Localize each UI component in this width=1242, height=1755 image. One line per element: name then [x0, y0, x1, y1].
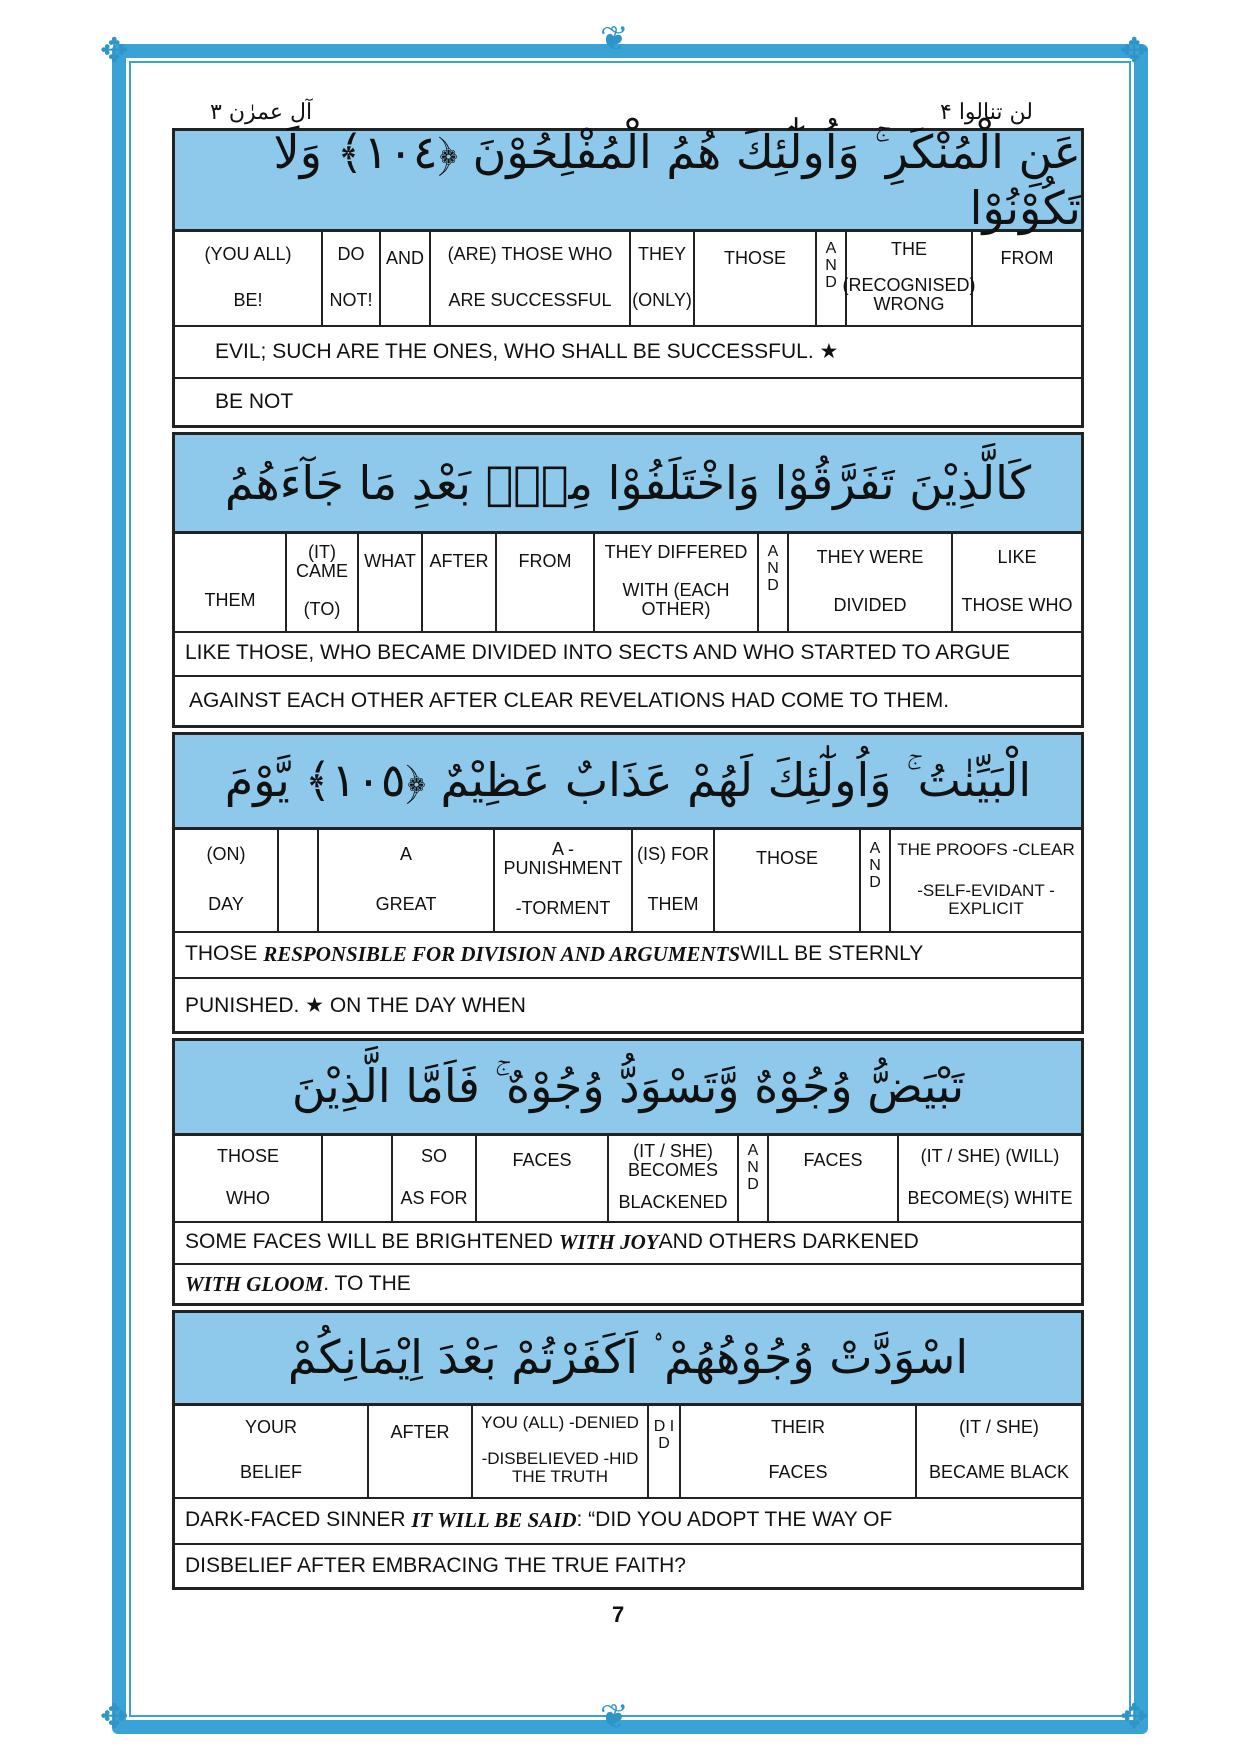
verse-panel: [172, 1038, 1084, 1306]
translation-text: DARK-FACED SINNER: [185, 1508, 406, 1531]
word-cell: [175, 1403, 369, 1497]
word-cell: [609, 1133, 739, 1221]
word-meaning: THOSE: [723, 248, 786, 269]
word-meaning: -DISBELIEVED -HID THE TRUTH: [481, 1449, 639, 1487]
page-number: 7: [612, 1602, 625, 1627]
ornament-bottom-icon: ❦: [600, 1698, 629, 1736]
arabic-verse: كَالَّذِيْنَ تَفَرَّقُوْا وَاخْتَلَفُوْا مِنْۢ بَعْدِ مَا جَآءَهُمُ: [175, 435, 1081, 534]
word-cell: [899, 1133, 1081, 1221]
word-cell: [473, 1403, 649, 1497]
translation-text: : “DID YOU ADOPT THE WAY OF: [576, 1508, 893, 1531]
word-meaning: THE: [891, 238, 927, 259]
word-meaning: THEM: [204, 589, 256, 610]
word-meaning: -TORMENT: [515, 898, 611, 919]
word-meaning: YOUR: [244, 1417, 297, 1438]
word-meaning: THE PROOFS -CLEAR: [897, 839, 1075, 859]
word-cell: [423, 531, 497, 631]
arabic-verse: الْبَيِّنٰتُ ۚ وَاُولٰٓئِكَ لَهُمْ عَذَابٌ عَظِيْمٌ ﴿١٠٥﴾ يَّوْمَ: [175, 735, 1081, 830]
word-meaning: (IS) FOR: [637, 843, 709, 864]
word-meaning: FACES: [803, 1150, 863, 1171]
word-meaning: LIKE: [997, 546, 1037, 567]
translation-line: [175, 1265, 1081, 1303]
word-meaning: A N D: [869, 840, 881, 891]
translation-text: PUNISHED. ★ ON THE DAY WHEN: [185, 993, 526, 1017]
word-grid: [175, 827, 1081, 933]
word-meaning: DO: [337, 243, 365, 264]
word-meaning: AFTER: [390, 1421, 450, 1442]
translation-line: BE NOT: [215, 390, 294, 413]
ornament-top-icon: ❦: [600, 20, 629, 58]
word-cell: [495, 827, 633, 931]
word-meaning: (IT) CAME: [295, 541, 348, 581]
word-cell: [842, 229, 976, 325]
word-meaning: ARE SUCCESSFUL: [448, 289, 612, 310]
verse-panel: [172, 732, 1084, 1034]
word-meaning: FACES: [768, 1462, 828, 1483]
word-meaning: A N D: [825, 240, 837, 291]
word-meaning: SO: [420, 1145, 447, 1166]
word-cell: [497, 531, 595, 631]
word-meaning: WHAT: [364, 551, 416, 572]
translation-emphasis: IT WILL BE SAID: [411, 1507, 577, 1532]
translation-line: [175, 931, 1081, 979]
word-cell: [739, 1133, 769, 1221]
word-cell: [381, 229, 431, 325]
arabic-verse: تَبْيَضُّ وُجُوْهٌ وَّتَسْوَدُّ وُجُوْهٌ ۚ فَاَمَّا الَّذِيْنَ: [175, 1041, 1081, 1136]
word-meaning: (ONLY): [632, 289, 692, 310]
word-cell: [175, 827, 279, 931]
word-cell: [789, 531, 953, 631]
word-meaning: (IT / SHE) BECOMES: [627, 1140, 719, 1180]
word-meaning: (IT / SHE): [959, 1417, 1039, 1438]
word-cell: [287, 531, 359, 631]
word-cell: [369, 1403, 473, 1497]
word-meaning: (IT / SHE) (WILL): [920, 1145, 1060, 1166]
word-meaning: THOSE: [755, 848, 818, 869]
translation-text: DISBELIEF AFTER EMBRACING THE TRUE FAITH?: [185, 1554, 686, 1577]
word-meaning: THEM: [647, 893, 699, 914]
translation-line: LIKE THOSE, WHO BECAME DIVIDED INTO SECTS AND WHO STARTED TO ARGUE: [175, 631, 1081, 677]
word-meaning: BE!: [233, 289, 263, 310]
word-cell: [393, 1133, 477, 1221]
word-cell: [649, 1403, 681, 1497]
word-cell: [715, 827, 861, 931]
translation-emphasis: RESPONSIBLE FOR DIVISION AND ARGUMENTS: [263, 941, 741, 966]
word-meaning: DIVIDED: [833, 594, 907, 615]
arabic-verse: عَنِ الْمُنْكَرِ ۚ وَاُولٰٓئِكَ هُمُ الْمُفْلِحُوْنَ ﴿١٠٤﴾ وَلَا تَكُوْنُوْا: [175, 131, 1081, 232]
word-meaning: BECAME BLACK: [928, 1462, 1070, 1483]
word-cell: [861, 827, 891, 931]
translation-emphasis: WITH JOY: [558, 1229, 659, 1254]
word-meaning: YOU (ALL) -DENIED: [481, 1413, 639, 1433]
word-meaning: (ARE) THOSE WHO: [447, 243, 613, 264]
word-cell: [769, 1133, 899, 1221]
translation-emphasis: WITH GLOOM: [185, 1271, 324, 1296]
translation-text: WILL BE STERNLY: [740, 942, 924, 965]
translation-line: [175, 1497, 1081, 1545]
word-meaning: GREAT: [375, 893, 437, 914]
ornament-corner-icon: ✥: [1120, 32, 1149, 70]
word-meaning: FACES: [512, 1150, 572, 1171]
juz-header: لن تنالوا ۴: [940, 100, 1033, 125]
ornament-corner-icon: ✥: [100, 1698, 129, 1736]
word-meaning: THEY: [637, 243, 686, 264]
ornament-corner-icon: ✥: [1120, 1698, 1149, 1736]
word-meaning: A N D: [767, 543, 779, 594]
word-meaning: WHO: [226, 1187, 270, 1208]
word-grid: [175, 531, 1081, 633]
word-meaning: A -PUNISHMENT: [503, 838, 623, 878]
word-cell: [681, 1403, 917, 1497]
word-meaning: (RECOGNISED) WRONG: [842, 275, 976, 315]
word-cell: [973, 229, 1081, 325]
word-meaning: (TO): [303, 599, 341, 620]
word-meaning: (YOU ALL): [204, 243, 292, 264]
word-meaning: WITH (EACH OTHER): [622, 580, 730, 620]
word-meaning: THOSE WHO: [961, 594, 1073, 615]
word-cell: [891, 827, 1081, 931]
translation-line: [175, 1545, 1081, 1587]
word-cell: [175, 531, 287, 631]
word-cell: [323, 1133, 393, 1221]
word-meaning: -SELF-EVIDANT -EXPLICIT: [917, 880, 1055, 918]
word-cell: [695, 229, 817, 325]
word-meaning: (ON): [206, 843, 246, 864]
word-cell: [953, 531, 1081, 631]
word-meaning: DAY: [208, 893, 244, 914]
translation-line: [175, 979, 1081, 1031]
word-grid: [175, 1403, 1081, 1499]
translation-text: AND OTHERS DARKENED: [658, 1230, 919, 1253]
word-cell: [759, 531, 789, 631]
word-cell: [477, 1133, 609, 1221]
word-grid: [175, 229, 1081, 327]
word-cell: [631, 229, 695, 325]
word-meaning: NOT!: [329, 289, 373, 310]
translation-line: [175, 1221, 1081, 1265]
word-meaning: BELIEF: [239, 1462, 303, 1483]
word-meaning: AFTER: [429, 551, 489, 572]
arabic-verse: اسْوَدَّتْ وُجُوْهُهُمْ ۟ اَكَفَرْتُمْ بَعْدَ اِيْمَانِكُمْ: [175, 1313, 1081, 1406]
word-cell: [595, 531, 759, 631]
word-cell: [175, 1133, 323, 1221]
translation-text: THOSE: [185, 942, 258, 965]
word-meaning: BLACKENED: [618, 1192, 728, 1213]
word-meaning: D I D: [653, 1418, 675, 1452]
surah-header: آل عمرٰن ۳: [210, 100, 313, 125]
translation-text: . TO THE: [323, 1272, 411, 1295]
word-meaning: A: [399, 843, 412, 864]
word-meaning: THEIR: [771, 1417, 825, 1438]
word-cell: [175, 229, 323, 325]
word-meaning: A N D: [747, 1142, 759, 1193]
word-meaning: FROM: [518, 551, 572, 572]
verse-panel: [172, 1310, 1084, 1590]
word-cell: [431, 229, 631, 325]
translation-line: EVIL; SUCH ARE THE ONES, WHO SHALL BE SUCCESSFUL. ★: [175, 325, 1081, 379]
word-meaning: BECOME(S) WHITE: [907, 1187, 1073, 1208]
word-cell: [917, 1403, 1081, 1497]
word-meaning: AND: [385, 248, 424, 269]
word-meaning: FROM: [1000, 248, 1054, 269]
word-meaning: AS FOR: [400, 1187, 468, 1208]
verse-panel: [172, 125, 1084, 428]
word-cell: [359, 531, 423, 631]
word-cell: [279, 827, 319, 931]
translation-line: AGAINST EACH OTHER AFTER CLEAR REVELATIONS HAD COME TO THEM.: [189, 689, 950, 712]
translation-text: SOME FACES WILL BE BRIGHTENED: [185, 1230, 553, 1253]
word-meaning: THOSE: [216, 1145, 279, 1166]
word-cell: [633, 827, 715, 931]
verse-panel: [172, 432, 1084, 728]
word-cell: [323, 229, 381, 325]
word-grid: [175, 1133, 1081, 1223]
word-cell: [319, 827, 495, 931]
word-meaning: THEY DIFFERED: [604, 541, 748, 562]
word-meaning: THEY WERE: [816, 546, 924, 567]
ornament-corner-icon: ✥: [100, 32, 129, 70]
